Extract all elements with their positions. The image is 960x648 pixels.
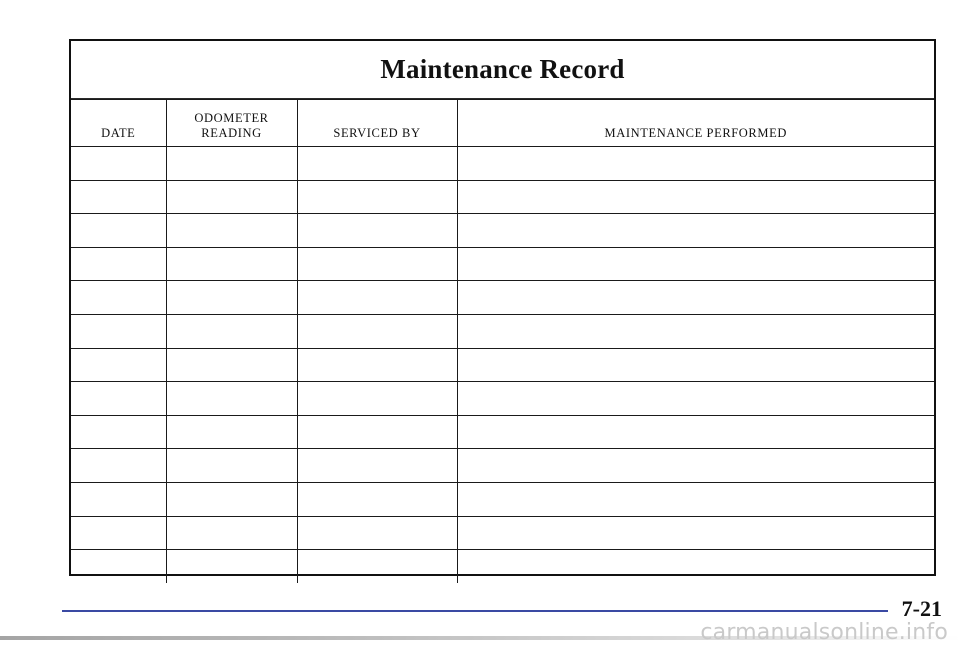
date-cell	[71, 382, 166, 416]
footer-rule	[62, 610, 888, 612]
table-row	[71, 516, 934, 550]
column-header-serviced-by-line2: SERVICED BY	[333, 126, 421, 140]
serviced-by-cell	[297, 281, 457, 315]
column-header-maintenance	[457, 100, 934, 147]
odometer-cell	[166, 449, 297, 483]
date-cell	[71, 180, 166, 214]
column-header-serviced-by	[297, 100, 457, 147]
maintenance-cell	[457, 550, 934, 583]
record-title: Maintenance Record	[71, 41, 934, 99]
column-header-odometer-line2: READING	[201, 126, 262, 140]
serviced-by-cell	[297, 314, 457, 348]
odometer-cell	[166, 247, 297, 281]
record-rows	[71, 147, 934, 583]
table-row	[71, 415, 934, 449]
maintenance-cell	[457, 314, 934, 348]
serviced-by-cell	[297, 550, 457, 583]
serviced-by-cell	[297, 516, 457, 550]
odometer-cell	[166, 214, 297, 248]
date-cell	[71, 147, 166, 181]
column-header-date-line2: DATE	[101, 126, 136, 140]
serviced-by-cell	[297, 382, 457, 416]
date-cell	[71, 247, 166, 281]
odometer-cell	[166, 482, 297, 516]
table-row	[71, 281, 934, 315]
date-cell	[71, 281, 166, 315]
maintenance-cell	[457, 415, 934, 449]
maintenance-cell	[457, 516, 934, 550]
serviced-by-cell	[297, 415, 457, 449]
column-header-maintenance-line2: MAINTENANCE PERFORMED	[604, 126, 787, 140]
odometer-cell	[166, 415, 297, 449]
maintenance-cell	[457, 482, 934, 516]
date-cell	[71, 482, 166, 516]
odometer-cell	[166, 348, 297, 382]
maintenance-cell	[457, 180, 934, 214]
table-row	[71, 147, 934, 181]
table-row	[71, 550, 934, 583]
odometer-cell	[166, 180, 297, 214]
maintenance-cell	[457, 147, 934, 181]
watermark: carmanualsonline.info	[700, 620, 948, 645]
maintenance-cell	[457, 214, 934, 248]
serviced-by-cell	[297, 247, 457, 281]
date-cell	[71, 516, 166, 550]
date-cell	[71, 214, 166, 248]
odometer-cell	[166, 516, 297, 550]
page-number: 7-21	[901, 596, 942, 621]
date-cell	[71, 550, 166, 583]
serviced-by-cell	[297, 482, 457, 516]
maintenance-cell	[457, 247, 934, 281]
table-row	[71, 482, 934, 516]
serviced-by-cell	[297, 348, 457, 382]
serviced-by-cell	[297, 214, 457, 248]
column-header-date	[71, 100, 166, 147]
odometer-cell	[166, 550, 297, 583]
maintenance-cell	[457, 449, 934, 483]
serviced-by-cell	[297, 180, 457, 214]
table-row	[71, 314, 934, 348]
date-cell	[71, 314, 166, 348]
odometer-cell	[166, 147, 297, 181]
maintenance-cell	[457, 382, 934, 416]
table-row	[71, 449, 934, 483]
table-row	[71, 247, 934, 281]
record-table	[71, 99, 934, 583]
odometer-cell	[166, 314, 297, 348]
serviced-by-cell	[297, 147, 457, 181]
table-row	[71, 214, 934, 248]
date-cell	[71, 348, 166, 382]
odometer-cell	[166, 382, 297, 416]
maintenance-record-form	[69, 39, 936, 576]
maintenance-cell	[457, 281, 934, 315]
date-cell	[71, 415, 166, 449]
header-row	[71, 100, 934, 147]
date-cell	[71, 449, 166, 483]
odometer-cell	[166, 281, 297, 315]
table-row	[71, 180, 934, 214]
serviced-by-cell	[297, 449, 457, 483]
table-row	[71, 382, 934, 416]
maintenance-cell	[457, 348, 934, 382]
column-header-odometer-line1: ODOMETER	[194, 111, 269, 125]
column-header-odometer	[166, 100, 297, 147]
table-row	[71, 348, 934, 382]
